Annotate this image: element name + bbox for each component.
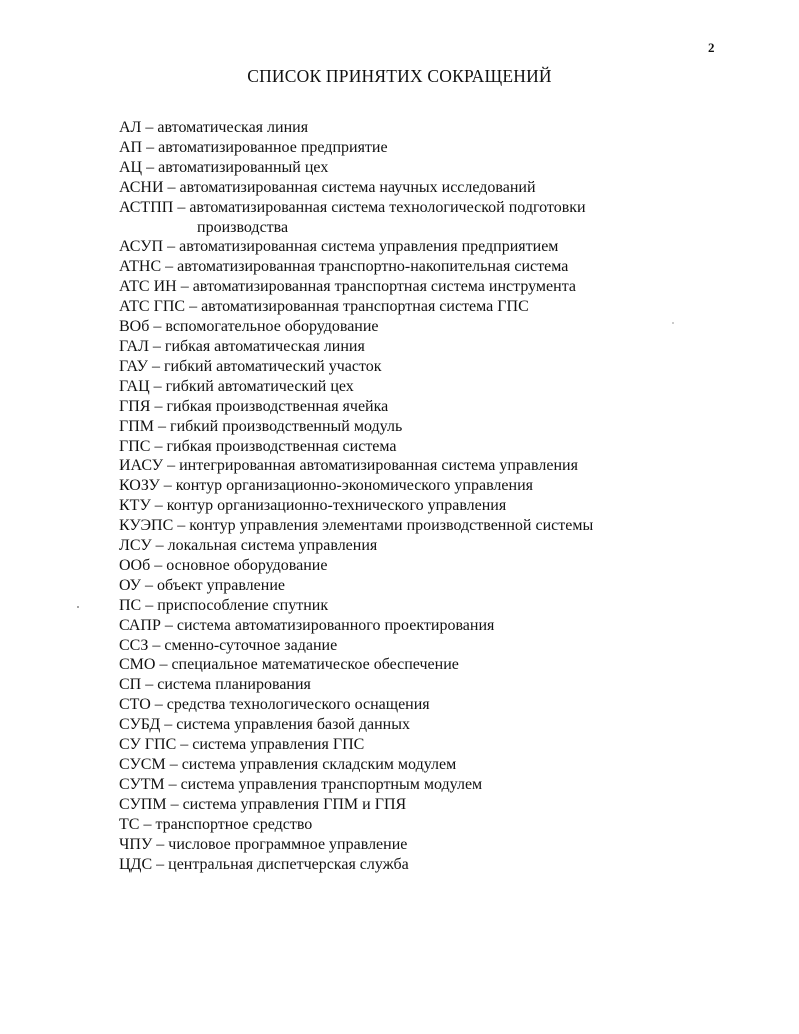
- page-number: 2: [708, 40, 715, 55]
- list-item: [119, 695, 679, 715]
- list-item-text: ООб – основное оборудование: [119, 556, 328, 574]
- list-item-text: ТС – транспортное средство: [119, 815, 313, 833]
- list-item-text: САПР – система автоматизированного проектирования: [119, 616, 495, 634]
- list-item: [119, 596, 679, 616]
- list-item: [119, 437, 679, 457]
- list-item: [119, 655, 679, 675]
- list-item-text: КОЗУ – контур организационно-экономического управления: [119, 477, 533, 495]
- page-title: [0, 66, 799, 87]
- list-item-text: СУСМ – система управления складским модулем: [119, 756, 457, 773]
- list-item: [119, 815, 679, 835]
- list-item-text: ГАЛ – гибкая автоматическая линия: [119, 337, 365, 355]
- list-item-text: ЛСУ – локальная система управления: [119, 537, 378, 555]
- list-item-text: ГАЦ – гибкий автоматический цех: [119, 377, 354, 395]
- list-item-text: СУБД – система управления базой данных: [119, 716, 410, 734]
- list-item: [119, 456, 679, 476]
- list-item: [119, 576, 679, 596]
- list-item: [119, 118, 679, 138]
- list-item-text: ГПС – гибкая производственная система: [119, 437, 397, 455]
- list-item: [119, 257, 679, 277]
- list-item-text: АСТПП – автоматизированная система технологической подготовки: [119, 198, 586, 216]
- list-item: [119, 636, 679, 656]
- list-item: [119, 755, 679, 775]
- list-item-text: СТО – средства технологического оснащения: [119, 696, 430, 714]
- list-item: [119, 357, 679, 377]
- list-item: [119, 556, 679, 576]
- list-item: [119, 138, 679, 158]
- list-item-text: ГАУ – гибкий автоматический участок: [119, 357, 382, 375]
- page-title-text: СПИСОК ПРИНЯТИХ СОКРАЩЕНИЙ: [247, 66, 552, 86]
- list-item-text: АТНС – автоматизированная транспортно-накопительная система: [119, 258, 569, 276]
- list-item-text: АСНИ – автоматизированная система научных исследований: [119, 178, 536, 196]
- list-item-text: ОУ – объект управление: [119, 576, 285, 594]
- list-item: [119, 516, 679, 536]
- list-item-text: АСУП – автоматизированная система управления предприятием: [119, 238, 559, 256]
- abbreviations-list: [119, 118, 679, 874]
- list-item-text: СУ ГПС – система управления ГПС: [119, 736, 365, 754]
- list-item-text: АТС ИН – автоматизированная транспортная система инструмента: [119, 278, 576, 296]
- list-item-text: ПС – приспособление спутник: [119, 596, 329, 614]
- list-item: [119, 735, 679, 755]
- list-item-text: КТУ – контур организационно-технического управления: [119, 497, 507, 515]
- list-item: [119, 536, 679, 556]
- list-item: [119, 855, 679, 875]
- list-item: [119, 476, 679, 496]
- list-item: [119, 178, 679, 198]
- list-item-text: ГПМ – гибкий производственный модуль: [119, 417, 403, 435]
- list-item-text: СП – система планирования: [119, 676, 311, 694]
- list-item-text: ЧПУ – числовое программное управление: [119, 835, 408, 853]
- list-item-text: АТС ГПС – автоматизированная транспортная система ГПС: [119, 298, 529, 316]
- list-item: [119, 237, 679, 257]
- list-item-text: СУПМ – система управления ГПМ и ГПЯ: [119, 795, 407, 813]
- list-item-text: ВОб – вспомогательное оборудование: [119, 318, 379, 336]
- list-item: [119, 616, 679, 636]
- list-item-text: ГПЯ – гибкая производственная ячейка: [119, 397, 389, 415]
- list-item: [119, 337, 679, 357]
- list-item: [119, 158, 679, 178]
- list-item: [119, 775, 679, 795]
- list-item-continuation: производства: [197, 218, 289, 236]
- list-item-text: ССЗ – сменно-суточное задание: [119, 636, 338, 654]
- list-item-text: ЦДС – центральная диспетчерская служба: [119, 855, 409, 873]
- list-item-text: СУТМ – система управления транспортным модулем: [119, 775, 483, 793]
- list-item: [119, 317, 679, 337]
- scan-speck: [672, 322, 674, 324]
- list-item: [119, 496, 679, 516]
- list-item-text: СМО – специальное математическое обеспечение: [119, 656, 459, 674]
- list-item-text: КУЭПС – контур управления элементами производственной системы: [119, 517, 594, 535]
- list-item-text: АЦ – автоматизированный цех: [119, 158, 329, 176]
- list-item: [119, 297, 679, 317]
- list-item: [119, 198, 679, 238]
- list-item: [119, 675, 679, 695]
- scan-speck: [77, 606, 79, 608]
- list-item: [119, 417, 679, 437]
- list-item: [119, 715, 679, 735]
- list-item: [119, 795, 679, 815]
- list-item-text: АП – автоматизированное предприятие: [119, 138, 388, 156]
- list-item-text: ИАСУ – интегрированная автоматизированная система управления: [119, 457, 578, 475]
- list-item-text: АЛ – автоматическая линия: [119, 119, 309, 136]
- list-item: [119, 835, 679, 855]
- list-item: [119, 277, 679, 297]
- list-item: [119, 377, 679, 397]
- list-item: [119, 397, 679, 417]
